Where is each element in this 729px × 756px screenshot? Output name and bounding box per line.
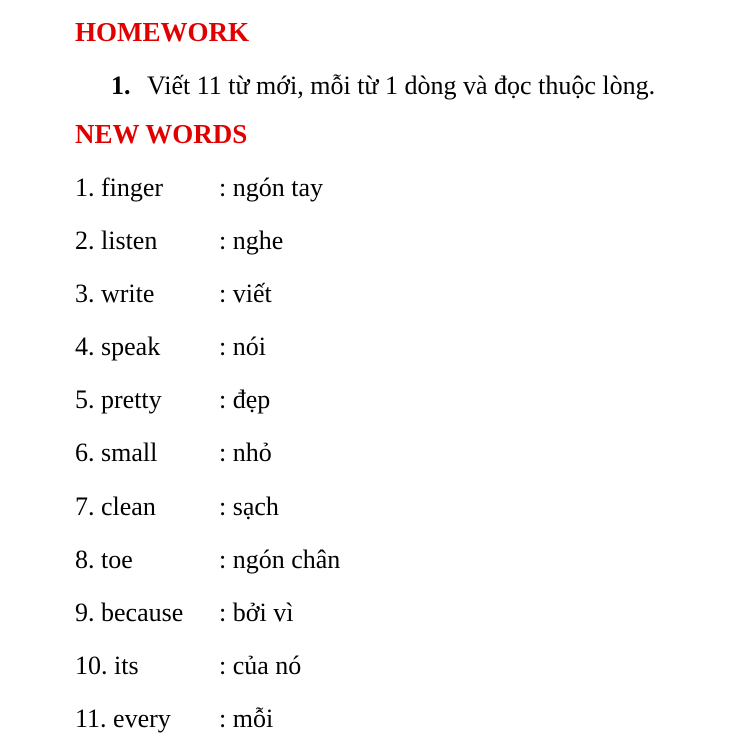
english-word: 4. speak	[75, 332, 161, 362]
english-word: 9. because	[75, 597, 184, 627]
english-word: 2. listen	[75, 226, 158, 256]
task-number: 1.	[111, 71, 131, 100]
word-row	[75, 278, 340, 331]
english-word: 5. pretty	[75, 385, 162, 415]
english-word: 8. toe	[75, 544, 133, 574]
word-row	[75, 384, 340, 437]
new-words-heading: NEW WORDS	[75, 119, 248, 149]
vietnamese-meaning: : ngón chân	[219, 544, 341, 574]
word-row	[75, 650, 340, 703]
english-word: 3. write	[75, 279, 155, 309]
word-row	[75, 225, 340, 278]
english-word: 10. its	[75, 650, 139, 680]
vietnamese-meaning: : nói	[219, 332, 266, 362]
english-word: 7. clean	[75, 491, 156, 521]
vietnamese-meaning: : của nó	[219, 650, 302, 680]
homework-heading: HOMEWORK	[75, 17, 249, 47]
word-row	[75, 172, 340, 225]
vietnamese-meaning: : viết	[219, 279, 272, 309]
vietnamese-meaning: : ngón tay	[219, 173, 323, 202]
word-row	[75, 437, 340, 490]
english-word: 11. every	[75, 703, 171, 733]
word-list	[75, 172, 340, 756]
vietnamese-meaning: : mỗi	[219, 703, 274, 733]
english-word: 6. small	[75, 438, 158, 468]
word-row	[75, 331, 340, 384]
word-row	[75, 703, 340, 756]
english-word: 1. finger	[75, 173, 164, 202]
homework-task	[111, 70, 655, 102]
task-text: Viết 11 từ mới, mỗi từ 1 dòng và đọc thuộc lòng.	[147, 71, 656, 100]
vietnamese-meaning: : bởi vì	[219, 597, 294, 627]
word-row	[75, 544, 340, 597]
vietnamese-meaning: : đẹp	[219, 385, 271, 415]
vietnamese-meaning: : nhỏ	[219, 438, 272, 468]
word-row	[75, 491, 340, 544]
vietnamese-meaning: : nghe	[219, 226, 284, 256]
vietnamese-meaning: : sạch	[219, 491, 279, 521]
word-row	[75, 597, 340, 650]
